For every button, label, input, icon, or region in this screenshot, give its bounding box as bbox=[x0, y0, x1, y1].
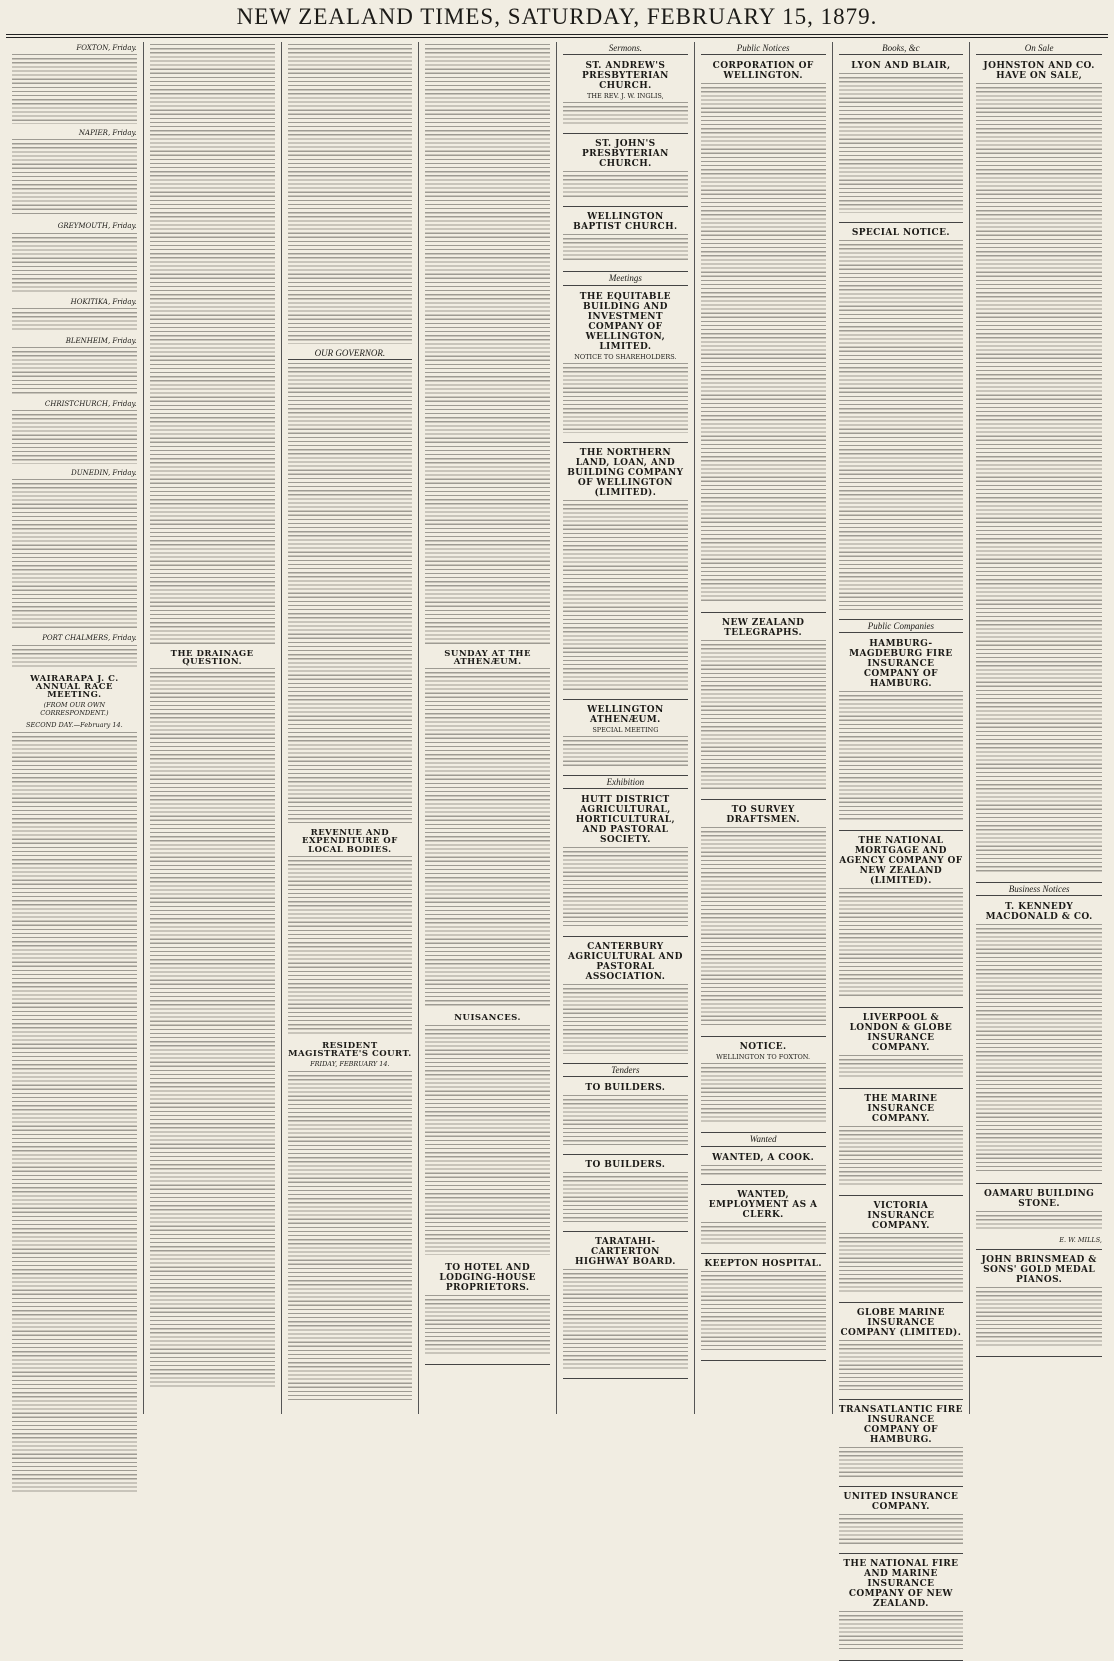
article-title: WAIRARAPA J. C. ANNUAL RACE MEETING. bbox=[30, 673, 119, 701]
advertisement bbox=[563, 1157, 688, 1232]
advertisement bbox=[839, 225, 964, 620]
section-heading: Tenders bbox=[563, 1066, 688, 1077]
dateline: NAPIER, Friday. bbox=[78, 129, 137, 138]
advertisement bbox=[976, 58, 1102, 883]
ad-title: TARATAHI-CARTERTON HIGHWAY BOARD. bbox=[574, 1237, 676, 1268]
ad-body bbox=[839, 1055, 964, 1079]
ad-title: CORPORATION OF WELLINGTON. bbox=[712, 61, 814, 82]
article-lead: SECOND DAY.—February 14. bbox=[26, 720, 123, 729]
ad-title: KEEPTON HOSPITAL. bbox=[704, 1258, 822, 1269]
ad-title: THE NORTHERN LAND, LOAN, AND BUILDING COMPANY OF WELLINGTON (LIMITED). bbox=[567, 447, 684, 498]
article-body bbox=[425, 44, 550, 644]
ad-title: HUTT DISTRICT AGRICULTURAL, HORTICULTURAL, AND PASTORAL SOCIETY. bbox=[575, 795, 675, 846]
ad-title: SPECIAL NOTICE. bbox=[851, 228, 950, 239]
ad-line: THE REV. J. W. INGLIS, bbox=[587, 92, 664, 101]
ad-body bbox=[839, 888, 964, 998]
advertisement bbox=[563, 136, 688, 207]
dateline: CHRISTCHURCH, Friday. bbox=[44, 400, 137, 409]
ad-body bbox=[839, 1447, 964, 1477]
ad-title: T. KENNEDY MACDONALD & CO. bbox=[985, 902, 1093, 923]
advertisement bbox=[563, 58, 688, 134]
ad-body bbox=[701, 1271, 826, 1351]
news-text bbox=[12, 139, 137, 217]
ad-body bbox=[563, 736, 688, 766]
newspaper-title: NEW ZEALAND TIMES, SATURDAY, FEBRUARY 15, 1879. bbox=[236, 4, 878, 29]
article-title: SUNDAY AT THE ATHENÆUM. bbox=[444, 649, 531, 668]
article-title: REVENUE AND EXPENDITURE OF LOCAL BODIES. bbox=[302, 828, 398, 855]
ad-title: NOTICE. bbox=[739, 1042, 787, 1053]
advertisement bbox=[701, 1150, 826, 1185]
article-body bbox=[150, 44, 275, 644]
news-text bbox=[12, 410, 137, 464]
ad-body bbox=[701, 1222, 826, 1244]
section-heading: Sermons. bbox=[563, 44, 688, 55]
article-subtitle: FRIDAY, FEBRUARY 14. bbox=[310, 1060, 390, 1069]
ad-title: ST. ANDREW'S PRESBYTERIAN CHURCH. bbox=[582, 61, 669, 92]
ad-body bbox=[701, 83, 826, 603]
ad-signature: E. W. MILLS, bbox=[1059, 1236, 1102, 1245]
advertisement bbox=[839, 1091, 964, 1196]
ad-title: THE NATIONAL FIRE AND MARINE INSURANCE COMPANY OF NEW ZEALAND. bbox=[843, 1559, 959, 1610]
article-body bbox=[288, 1071, 413, 1401]
ad-line: SPECIAL MEETING bbox=[592, 725, 659, 734]
masthead-rule-double bbox=[6, 37, 1108, 38]
section-heading: Public Notices bbox=[701, 44, 826, 55]
revenue-table bbox=[288, 856, 413, 1036]
ad-body bbox=[563, 363, 688, 433]
ad-title: LIVERPOOL & LONDON & GLOBE INSURANCE COMPANY. bbox=[849, 1013, 953, 1054]
dateline: BLENHEIM, Friday. bbox=[65, 336, 137, 345]
article-subtitle: (FROM OUR OWN CORRESPONDENT.) bbox=[40, 701, 109, 718]
advertisement bbox=[563, 792, 688, 937]
advertisement bbox=[701, 58, 826, 613]
advertisement bbox=[839, 1198, 964, 1303]
advertisement bbox=[839, 1489, 964, 1554]
ad-body bbox=[563, 1095, 688, 1145]
news-text bbox=[12, 645, 137, 669]
advertisement bbox=[563, 1234, 688, 1379]
ad-body bbox=[839, 240, 964, 610]
advertisement bbox=[839, 1010, 964, 1089]
ad-body bbox=[976, 924, 1102, 1174]
dateline: PORT CHALMERS, Friday. bbox=[42, 634, 137, 643]
ad-title: WELLINGTON BAPTIST CHURCH. bbox=[573, 212, 678, 233]
column-5 bbox=[557, 42, 695, 1414]
ad-body bbox=[976, 1287, 1102, 1347]
masthead-rule bbox=[6, 34, 1108, 35]
ad-title: NEW ZEALAND TELEGRAPHS. bbox=[721, 618, 805, 639]
ad-title: WANTED, EMPLOYMENT AS A CLERK. bbox=[708, 1189, 818, 1220]
article-body bbox=[425, 1025, 550, 1255]
advertisement bbox=[839, 58, 964, 223]
article-title: THE DRAINAGE QUESTION. bbox=[170, 649, 254, 668]
ad-body bbox=[563, 847, 688, 927]
masthead bbox=[0, 0, 1114, 34]
advertisement bbox=[976, 1186, 1102, 1249]
news-text bbox=[12, 54, 137, 124]
advertisement bbox=[976, 1252, 1102, 1357]
article-title: RESIDENT MAGISTRATE'S COURT. bbox=[288, 1040, 412, 1060]
advertisement bbox=[839, 833, 964, 1008]
ad-title: WANTED, A COOK. bbox=[712, 1152, 815, 1163]
ad-body bbox=[563, 1172, 688, 1222]
ad-body bbox=[563, 102, 688, 124]
advertisement bbox=[976, 899, 1102, 1184]
advertisement bbox=[425, 1260, 550, 1365]
section-heading: Business Notices bbox=[976, 885, 1102, 896]
column-3 bbox=[282, 42, 420, 1414]
ad-title: THE MARINE INSURANCE COMPANY. bbox=[864, 1094, 938, 1125]
advertisement bbox=[563, 702, 688, 776]
section-heading: OUR GOVERNOR. bbox=[288, 349, 413, 360]
dateline: DUNEDIN, Friday. bbox=[71, 469, 137, 478]
ad-body bbox=[701, 1063, 826, 1123]
column-1 bbox=[6, 42, 144, 1414]
advertisement bbox=[701, 1187, 826, 1254]
ad-body bbox=[839, 1514, 964, 1544]
ad-title: WELLINGTON ATHENÆUM. bbox=[587, 704, 664, 725]
section-heading: Meetings bbox=[563, 274, 688, 285]
dateline: HOKITIKA, Friday. bbox=[70, 297, 137, 306]
section-heading: Public Companies bbox=[839, 622, 964, 633]
news-text bbox=[12, 233, 137, 293]
article-body bbox=[425, 668, 550, 1008]
column-2 bbox=[144, 42, 282, 1414]
advertisement bbox=[701, 1256, 826, 1361]
dateline: GREYMOUTH, Friday. bbox=[57, 222, 137, 231]
advertisement bbox=[701, 615, 826, 800]
ad-title: JOHN BRINSMEAD & SONS' GOLD MEDAL PIANOS. bbox=[981, 1254, 1097, 1285]
ad-body bbox=[563, 1269, 688, 1369]
ad-title: TRANSATLANTIC FIRE INSURANCE COMPANY OF HAMBURG. bbox=[838, 1405, 963, 1446]
ad-body bbox=[701, 827, 826, 1027]
ad-body bbox=[563, 234, 688, 262]
ad-body bbox=[563, 171, 688, 197]
ad-body bbox=[425, 1295, 550, 1355]
ad-title: ST. JOHN'S PRESBYTERIAN CHURCH. bbox=[582, 139, 669, 170]
advertisement bbox=[839, 1402, 964, 1487]
article-title: NUISANCES. bbox=[454, 1013, 521, 1024]
column-4 bbox=[419, 42, 557, 1414]
advertisement bbox=[563, 289, 688, 443]
article-body bbox=[12, 732, 137, 1492]
advertisement bbox=[563, 445, 688, 700]
article-body bbox=[288, 44, 413, 344]
article-body bbox=[288, 363, 413, 823]
ad-body bbox=[701, 640, 826, 790]
section-heading: On Sale bbox=[976, 44, 1102, 55]
column-8 bbox=[970, 42, 1108, 1414]
advertisement bbox=[839, 636, 964, 831]
ad-body bbox=[839, 1126, 964, 1186]
ad-title: CANTERBURY AGRICULTURAL AND PASTORAL ASSOCIATION. bbox=[567, 942, 683, 983]
section-heading: Exhibition bbox=[563, 778, 688, 789]
news-text bbox=[12, 347, 137, 395]
advertisement bbox=[563, 1080, 688, 1155]
ad-title: LYON AND BLAIR, bbox=[851, 61, 951, 72]
section-heading: Wanted bbox=[701, 1135, 826, 1146]
advertisement bbox=[701, 802, 826, 1037]
ad-body bbox=[563, 500, 688, 690]
ad-title: THE EQUITABLE BUILDING AND INVESTMENT COMPANY OF WELLINGTON, LIMITED. bbox=[579, 291, 671, 352]
ad-body bbox=[839, 691, 964, 821]
ad-title: JOHNSTON AND CO. HAVE ON SALE, bbox=[983, 61, 1095, 82]
ad-body bbox=[839, 1611, 964, 1651]
section-heading: Books, &c bbox=[839, 44, 964, 55]
ad-body bbox=[839, 1340, 964, 1390]
ad-body bbox=[839, 1233, 964, 1293]
ad-title: VICTORIA INSURANCE COMPANY. bbox=[867, 1201, 935, 1232]
page-columns bbox=[6, 42, 1108, 1610]
news-text bbox=[12, 308, 137, 332]
ad-title: TO BUILDERS. bbox=[585, 1160, 666, 1171]
advertisement bbox=[839, 1305, 964, 1400]
advertisement bbox=[701, 1039, 826, 1133]
ad-body bbox=[563, 984, 688, 1054]
ad-title: UNITED INSURANCE COMPANY. bbox=[843, 1492, 959, 1513]
ad-body bbox=[976, 1211, 1102, 1231]
ad-title: HAMBURG-MAGDEBURG FIRE INSURANCE COMPANY OF HAMBURG. bbox=[849, 639, 953, 690]
ad-title: THE NATIONAL MORTGAGE AND AGENCY COMPANY OF NEW ZEALAND (LIMITED). bbox=[839, 836, 963, 887]
ad-body bbox=[701, 1165, 826, 1175]
ad-title: OAMARU BUILDING STONE. bbox=[984, 1189, 1095, 1210]
advertisement bbox=[839, 1556, 964, 1661]
ad-title: TO BUILDERS. bbox=[585, 1083, 666, 1094]
advertisement bbox=[563, 209, 688, 272]
dateline: FOXTON, Friday. bbox=[76, 44, 137, 52]
ad-body bbox=[839, 73, 964, 213]
ad-title: TO SURVEY DRAFTSMEN. bbox=[726, 805, 800, 826]
column-6 bbox=[695, 42, 833, 1414]
ad-title: GLOBE MARINE INSURANCE COMPANY (LIMITED). bbox=[840, 1308, 962, 1339]
ad-line: NOTICE TO SHAREHOLDERS. bbox=[574, 352, 677, 361]
ad-title: TO HOTEL AND LODGING-HOUSE PROPRIETORS. bbox=[439, 1262, 536, 1293]
sale-list bbox=[976, 83, 1102, 873]
ad-line: WELLINGTON TO FOXTON. bbox=[716, 1053, 811, 1062]
advertisement bbox=[563, 939, 688, 1064]
article-body bbox=[150, 668, 275, 1388]
news-text bbox=[12, 479, 137, 629]
column-7 bbox=[833, 42, 971, 1610]
